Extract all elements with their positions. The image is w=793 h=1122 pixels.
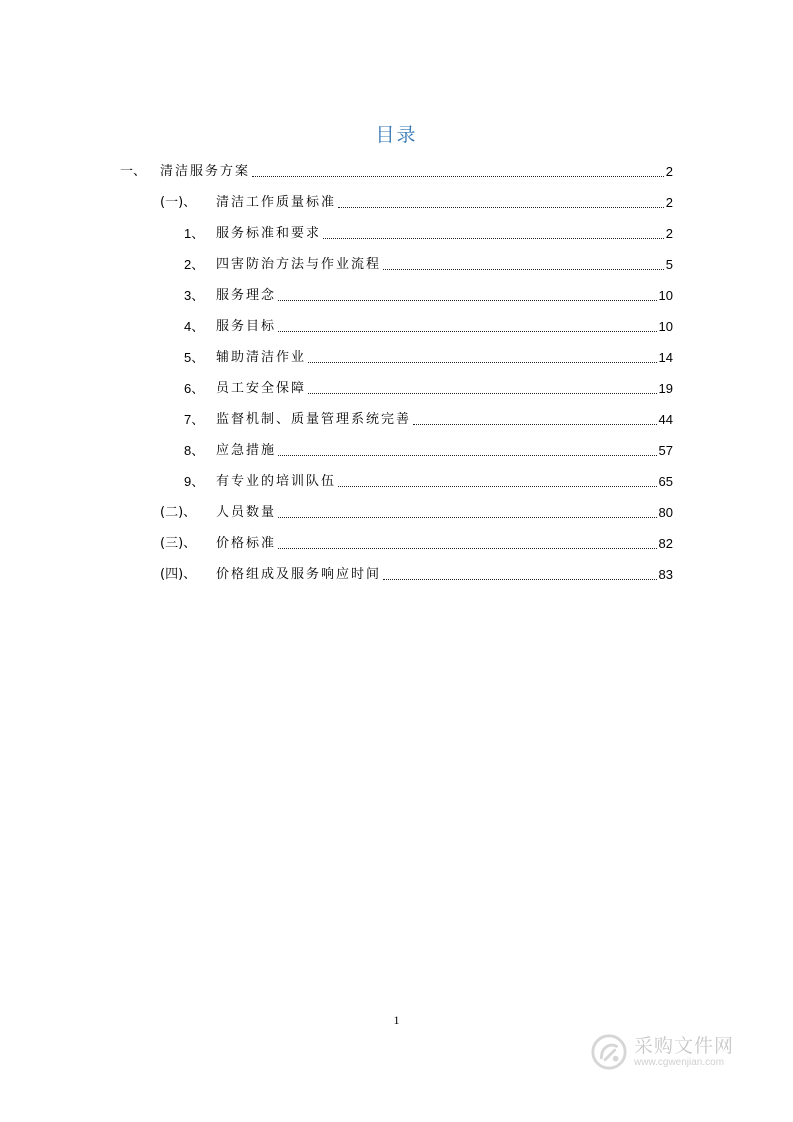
toc-entry-page: 2 [665,195,673,210]
toc-entry-text: 清洁服务方案 [160,164,251,179]
toc-entry-number: 1、 [184,226,205,241]
toc-entry[interactable] [184,218,673,242]
toc-entry[interactable] [160,187,673,211]
toc-entry-page: 44 [658,412,673,427]
toc-entry-page: 5 [665,257,673,272]
toc-entry-number: 8、 [184,443,205,458]
toc-dot-leader [338,206,664,208]
toc-entry-page: 83 [658,567,673,582]
toc-entry-number: (三)、 [160,536,197,551]
toc-entry[interactable] [160,497,673,521]
toc-entry-page: 10 [658,288,673,303]
toc-dot-leader [338,485,657,487]
toc-entry-text: 辅助清洁作业 [216,350,307,365]
toc-entry-text: 服务目标 [216,319,277,334]
toc-entry-number: 一、 [120,164,147,179]
toc-entry-text: 价格标准 [216,536,277,551]
watermark-text: 采购文件网 [634,1035,735,1057]
toc-dot-leader [278,330,657,332]
toc-entry-text: 价格组成及服务响应时间 [216,567,382,582]
toc-entry-page: 19 [658,381,673,396]
watermark-url: www.cgwenjian.com [634,1057,725,1068]
toc-entry[interactable] [160,528,673,552]
toc-dot-leader [278,299,657,301]
toc-entry[interactable] [184,404,673,428]
toc-entry-page: 57 [658,443,673,458]
toc-entry-page: 80 [658,505,673,520]
toc-dot-leader [278,454,657,456]
toc-entry-number: 2、 [184,257,205,272]
toc-entry-number: 3、 [184,288,205,303]
toc-entry-text: 有专业的培训队伍 [216,474,337,489]
cgwenjian-logo-icon [590,1033,628,1071]
toc-dot-leader [278,516,657,518]
toc-entry-page: 65 [658,474,673,489]
toc-entry-page: 14 [658,350,673,365]
toc-dot-leader [413,423,657,425]
toc-entry[interactable] [184,249,673,273]
toc-entry[interactable] [184,435,673,459]
toc-entry[interactable] [184,280,673,304]
toc-entry-number: 4、 [184,319,205,334]
toc-entry[interactable] [160,559,673,583]
toc-entry-number: 7、 [184,412,205,427]
toc-entry-number: 5、 [184,350,205,365]
toc-entry[interactable] [184,311,673,335]
watermark [590,1030,760,1074]
toc-entry-text: 监督机制、质量管理系统完善 [216,412,412,427]
toc-entry-text: 清洁工作质量标准 [216,195,337,210]
toc-entry-page: 2 [665,226,673,241]
toc-entry-number: (四)、 [160,567,197,582]
toc-entry[interactable] [184,373,673,397]
toc-dot-leader [278,547,657,549]
toc-entry-number: (二)、 [160,505,197,520]
toc-dot-leader [383,578,657,580]
toc-entry[interactable] [184,342,673,366]
page-number: 1 [393,1013,400,1027]
toc-dot-leader [323,237,664,239]
toc-title: 目录 [375,124,418,146]
toc-entry-text: 员工安全保障 [216,381,307,396]
toc-entry-number: 9、 [184,474,205,489]
toc-entry-page: 82 [658,536,673,551]
toc-entry-text: 四害防治方法与作业流程 [216,257,382,272]
toc-entry-page: 10 [658,319,673,334]
toc-entry-text: 服务标准和要求 [216,226,322,241]
toc-dot-leader [308,361,657,363]
toc-entry[interactable] [184,466,673,490]
toc-entry-text: 服务理念 [216,288,277,303]
toc-entry[interactable] [120,156,673,180]
toc-entry-page: 2 [665,164,673,179]
toc-dot-leader [383,268,664,270]
toc-entry-text: 人员数量 [216,505,277,520]
toc-dot-leader [252,175,664,177]
toc-entry-number: 6、 [184,381,205,396]
toc-entry-text: 应急措施 [216,443,277,458]
toc-dot-leader [308,392,657,394]
toc-entry-number: (一)、 [160,195,197,210]
